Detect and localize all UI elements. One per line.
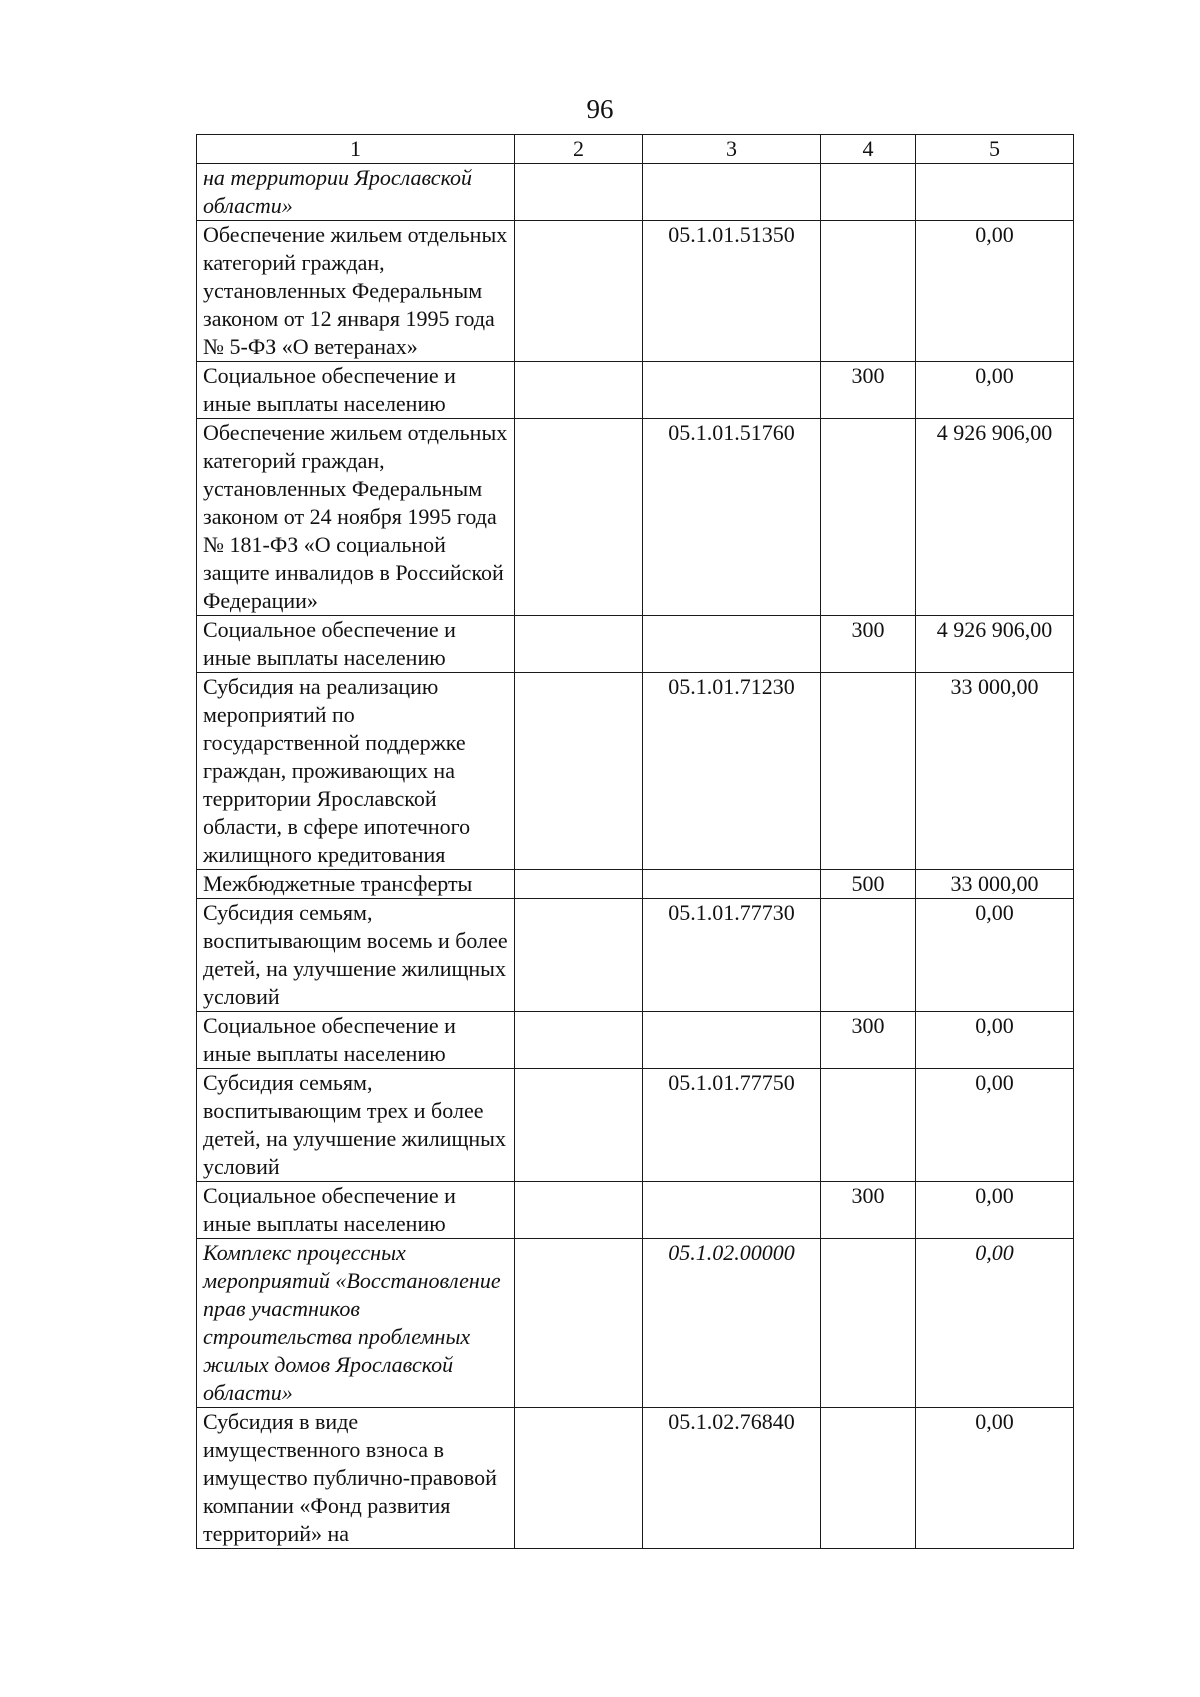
row-amount-cell: 0,00 xyxy=(916,899,1074,1012)
row-col2-cell xyxy=(515,221,643,362)
row-col2-cell xyxy=(515,419,643,616)
row-code-cell xyxy=(643,870,821,899)
row-col2-cell xyxy=(515,673,643,870)
table-row xyxy=(197,899,1074,1012)
table-body xyxy=(197,164,1074,1549)
row-amount-cell: 4 926 906,00 xyxy=(916,419,1074,616)
row-type-cell xyxy=(821,1069,916,1182)
row-col2-cell xyxy=(515,1069,643,1182)
table-row xyxy=(197,1182,1074,1239)
row-amount-cell: 33 000,00 xyxy=(916,673,1074,870)
table-row xyxy=(197,1069,1074,1182)
row-type-cell xyxy=(821,221,916,362)
row-amount-cell: 0,00 xyxy=(916,1239,1074,1408)
row-col2-cell xyxy=(515,362,643,419)
table-row xyxy=(197,164,1074,221)
row-name-cell: Субсидия в виде имущественного взноса в имущество публично-правовой компании «Фонд развития территорий» на xyxy=(197,1408,515,1549)
row-type-cell: 300 xyxy=(821,1012,916,1069)
row-code-cell: 05.1.01.77750 xyxy=(643,1069,821,1182)
row-code-cell xyxy=(643,1182,821,1239)
row-amount-cell: 0,00 xyxy=(916,1069,1074,1182)
table-header-row xyxy=(197,135,1074,164)
table-row xyxy=(197,870,1074,899)
row-col2-cell xyxy=(515,1408,643,1549)
table-row xyxy=(197,362,1074,419)
row-name-cell: Обеспечение жильем отдельных категорий граждан, установленных Федеральным законом от 12 января 1995 года № 5-ФЗ «О ветеранах» xyxy=(197,221,515,362)
row-type-cell xyxy=(821,164,916,221)
row-type-cell: 500 xyxy=(821,870,916,899)
row-code-cell xyxy=(643,362,821,419)
table-row xyxy=(197,1239,1074,1408)
row-code-cell: 05.1.01.77730 xyxy=(643,899,821,1012)
column-header-2: 2 xyxy=(515,135,643,164)
row-type-cell xyxy=(821,899,916,1012)
row-code-cell xyxy=(643,1012,821,1069)
column-header-4: 4 xyxy=(821,135,916,164)
row-type-cell xyxy=(821,673,916,870)
row-code-cell: 05.1.02.76840 xyxy=(643,1408,821,1549)
row-col2-cell xyxy=(515,1239,643,1408)
table-row xyxy=(197,616,1074,673)
row-name-cell: Субсидия семьям, воспитывающим трех и более детей, на улучшение жилищных условий xyxy=(197,1069,515,1182)
row-name-cell: Социальное обеспечение и иные выплаты населению xyxy=(197,362,515,419)
row-code-cell xyxy=(643,164,821,221)
row-col2-cell xyxy=(515,870,643,899)
column-header-1: 1 xyxy=(197,135,515,164)
row-amount-cell: 33 000,00 xyxy=(916,870,1074,899)
row-code-cell: 05.1.02.00000 xyxy=(643,1239,821,1408)
row-code-cell: 05.1.01.51350 xyxy=(643,221,821,362)
table-row xyxy=(197,1408,1074,1549)
row-code-cell: 05.1.01.51760 xyxy=(643,419,821,616)
row-amount-cell: 0,00 xyxy=(916,1408,1074,1549)
row-col2-cell xyxy=(515,1182,643,1239)
row-name-cell: Межбюджетные трансферты xyxy=(197,870,515,899)
row-name-cell: Обеспечение жильем отдельных категорий граждан, установленных Федеральным законом от 24 ноября 1995 года № 181-ФЗ «О социальной защите инвалидов в Российской Федерации» xyxy=(197,419,515,616)
row-col2-cell xyxy=(515,1012,643,1069)
row-col2-cell xyxy=(515,164,643,221)
row-type-cell: 300 xyxy=(821,1182,916,1239)
table-row xyxy=(197,419,1074,616)
budget-table xyxy=(196,134,1074,1549)
row-type-cell xyxy=(821,419,916,616)
row-amount-cell xyxy=(916,164,1074,221)
row-amount-cell: 0,00 xyxy=(916,362,1074,419)
row-name-cell: Социальное обеспечение и иные выплаты населению xyxy=(197,616,515,673)
row-name-cell: Субсидия на реализацию мероприятий по государственной поддержке граждан, проживающих на территории Ярославской области, в сфере ипотечного жилищного кредитования xyxy=(197,673,515,870)
table-row xyxy=(197,673,1074,870)
row-amount-cell: 0,00 xyxy=(916,1182,1074,1239)
row-type-cell xyxy=(821,1408,916,1549)
row-name-cell: Социальное обеспечение и иные выплаты населению xyxy=(197,1012,515,1069)
row-type-cell xyxy=(821,1239,916,1408)
page-number: 96 xyxy=(586,94,614,124)
row-amount-cell: 4 926 906,00 xyxy=(916,616,1074,673)
table-row xyxy=(197,1012,1074,1069)
column-header-3: 3 xyxy=(643,135,821,164)
row-name-cell: на территории Ярославской области» xyxy=(197,164,515,221)
row-code-cell xyxy=(643,616,821,673)
table-row xyxy=(197,221,1074,362)
row-type-cell: 300 xyxy=(821,362,916,419)
row-amount-cell: 0,00 xyxy=(916,221,1074,362)
row-type-cell: 300 xyxy=(821,616,916,673)
row-code-cell: 05.1.01.71230 xyxy=(643,673,821,870)
row-name-cell: Комплекс процессных мероприятий «Восстановление прав участников строительства проблемных жилых домов Ярославской области» xyxy=(197,1239,515,1408)
row-col2-cell xyxy=(515,616,643,673)
row-amount-cell: 0,00 xyxy=(916,1012,1074,1069)
row-name-cell: Социальное обеспечение и иные выплаты населению xyxy=(197,1182,515,1239)
row-name-cell: Субсидия семьям, воспитывающим восемь и более детей, на улучшение жилищных условий xyxy=(197,899,515,1012)
row-col2-cell xyxy=(515,899,643,1012)
column-header-5: 5 xyxy=(916,135,1074,164)
